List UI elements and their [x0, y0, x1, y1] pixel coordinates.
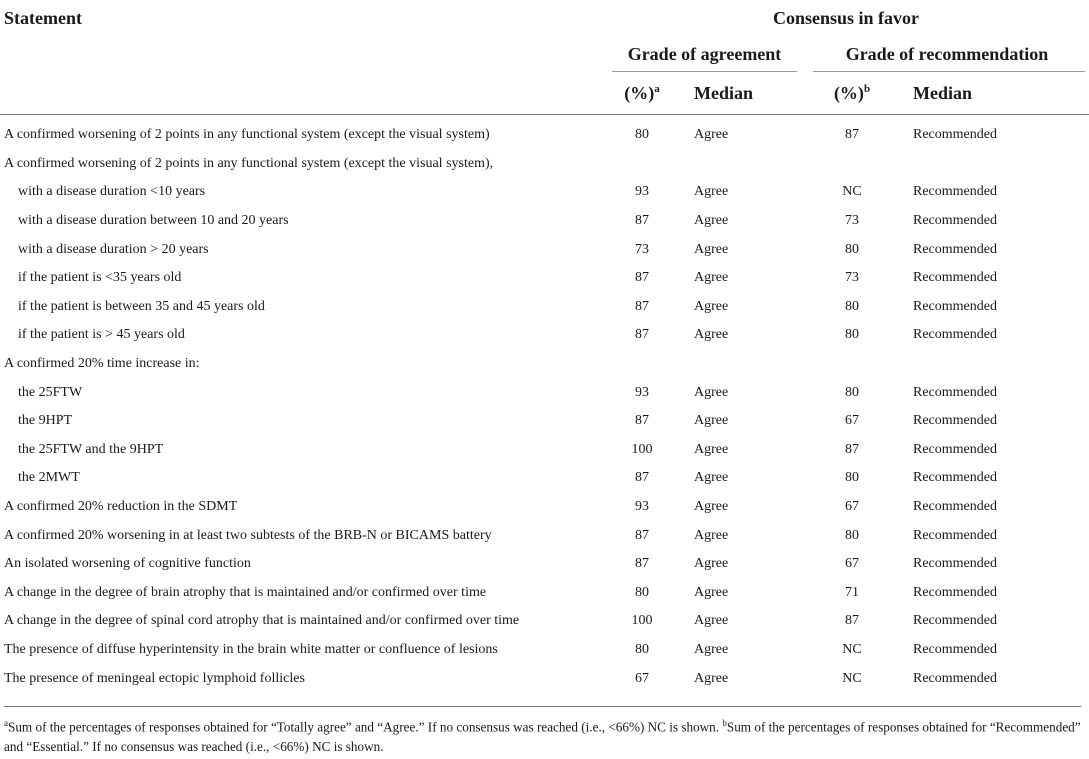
header-spacer [0, 36, 604, 72]
row-statement: the 25FTW and the 9HPT [18, 441, 164, 457]
row-rec-median: Recommended [913, 241, 997, 257]
row-rec-pct: NC [842, 184, 862, 200]
row-rec-pct: 80 [845, 527, 859, 543]
row-statement: A confirmed 20% time increase in: [4, 356, 200, 372]
row-rec-pct: 87 [845, 441, 859, 457]
row-agree-median: Agree [694, 499, 729, 515]
row-rec-median: Recommended [913, 441, 997, 457]
table-row [0, 493, 1089, 522]
row-rec-median: Recommended [913, 527, 997, 543]
row-rec-pct: 73 [845, 270, 859, 286]
table-row [0, 150, 1089, 179]
row-rec-pct: NC [842, 641, 862, 657]
table-row [0, 436, 1089, 465]
footnote-b-text: Sum of the percentages of responses obtained for “Recommended” and “Essential.” If no consensus was reached (i.e., <66%) NC is shown. [4, 719, 1081, 755]
table-row [0, 350, 1089, 379]
row-rec-median: Recommended [913, 556, 997, 572]
header-grade-recommendation: Grade of recommendation [805, 36, 1089, 72]
row-rec-median: Recommended [913, 327, 997, 343]
table-row [0, 378, 1089, 407]
row-rec-median: Recommended [913, 270, 997, 286]
row-agree-median: Agree [694, 556, 729, 572]
row-agree-median: Agree [694, 413, 729, 429]
row-rec-pct: 67 [845, 413, 859, 429]
table-row [0, 321, 1089, 350]
row-agree-pct: 87 [635, 298, 649, 314]
row-rec-pct: 87 [845, 127, 859, 143]
row-rec-median: Recommended [913, 184, 997, 200]
row-agree-pct: 87 [635, 413, 649, 429]
row-rec-pct: NC [842, 670, 862, 686]
row-statement: the 2MWT [18, 470, 80, 486]
row-statement: The presence of meningeal ectopic lymphoid follicles [4, 670, 305, 686]
row-rec-median: Recommended [913, 384, 997, 400]
table-row [0, 264, 1089, 293]
footnote-b-mark: b [722, 718, 727, 728]
row-agree-pct: 80 [635, 641, 649, 657]
table-row [0, 464, 1089, 493]
row-agree-median: Agree [694, 184, 729, 200]
row-rec-pct: 87 [845, 613, 859, 629]
row-rec-median [899, 350, 1089, 379]
row-agree-median: Agree [694, 641, 729, 657]
table-row [0, 293, 1089, 322]
row-statement: the 25FTW [18, 384, 83, 400]
row-agree-pct [604, 350, 680, 379]
footnotes [4, 706, 1081, 757]
row-statement: if the patient is > 45 years old [18, 327, 185, 343]
row-agree-pct: 87 [635, 327, 649, 343]
row-statement: A confirmed worsening of 2 points in any functional system (except the visual system), [4, 155, 494, 171]
header-rec-median: Median [913, 82, 973, 103]
table-row [0, 636, 1089, 665]
row-rec-pct: 73 [845, 213, 859, 229]
table-row [0, 607, 1089, 636]
footnote-ref-a: a [654, 82, 660, 95]
row-agree-median: Agree [694, 441, 729, 457]
row-agree-pct: 93 [635, 384, 649, 400]
table-row [0, 579, 1089, 608]
row-agree-pct: 67 [635, 670, 649, 686]
row-rec-pct [805, 350, 899, 379]
row-agree-pct: 73 [635, 241, 649, 257]
footnote-a-text: Sum of the percentages of responses obtained for “Totally agree” and “Agree.” If no consensus was reached (i.e., <66%) NC is shown. [8, 719, 720, 735]
row-agree-pct: 100 [631, 441, 653, 457]
row-rec-pct: 80 [845, 327, 859, 343]
row-rec-median: Recommended [913, 213, 997, 229]
row-agree-pct: 80 [635, 584, 649, 600]
row-agree-median: Agree [694, 670, 729, 686]
row-agree-median [680, 350, 805, 379]
row-agree-pct: 100 [631, 613, 653, 629]
row-rec-pct: 71 [845, 584, 859, 600]
table-row [0, 178, 1089, 207]
header-rec-pct: (%)$^b$ [833, 82, 871, 103]
row-statement: if the patient is between 35 and 45 years old [18, 298, 265, 314]
row-agree-median: Agree [694, 213, 729, 229]
row-agree-median: Agree [694, 127, 729, 143]
row-statement: with a disease duration <10 years [18, 184, 206, 200]
row-statement: A change in the degree of brain atrophy that is maintained and/or confirmed over time [4, 584, 487, 600]
row-agree-pct: 87 [635, 470, 649, 486]
row-rec-median: Recommended [913, 613, 997, 629]
row-rec-median: Recommended [913, 670, 997, 686]
row-agree-median: Agree [694, 613, 729, 629]
row-agree-pct [604, 150, 680, 179]
table-row [0, 407, 1089, 436]
row-statement: with a disease duration between 10 and 20 years [18, 213, 289, 229]
row-agree-median: Agree [694, 470, 729, 486]
header-agree-pct: (%)$^a$ [624, 82, 660, 103]
row-rec-pct: 67 [845, 556, 859, 572]
header-spacer-2 [0, 72, 604, 115]
row-rec-median: Recommended [913, 298, 997, 314]
row-rec-pct: 80 [845, 470, 859, 486]
table-row [0, 115, 1089, 150]
header-statement: Statement [4, 7, 82, 28]
row-agree-pct: 87 [635, 556, 649, 572]
row-agree-median: Agree [694, 270, 729, 286]
row-statement: A change in the degree of spinal cord atrophy that is maintained and/or confirmed over time [4, 613, 520, 629]
row-agree-pct: 87 [635, 270, 649, 286]
row-rec-median: Recommended [913, 641, 997, 657]
row-rec-pct [805, 150, 899, 179]
table-row [0, 207, 1089, 236]
row-statement: A confirmed 20% worsening in at least two subtests of the BRB-N or BICAMS battery [4, 527, 492, 543]
row-rec-pct: 80 [845, 384, 859, 400]
row-agree-median: Agree [694, 298, 729, 314]
footnote-ref-b: b [863, 82, 871, 95]
row-agree-median: Agree [694, 527, 729, 543]
row-statement: A confirmed 20% reduction in the SDMT [4, 499, 238, 515]
table-row [0, 235, 1089, 264]
header-agree-median: Median [694, 82, 754, 103]
header-grade-agreement: Grade of agreement [604, 36, 805, 72]
row-rec-pct: 67 [845, 499, 859, 515]
row-agree-pct: 93 [635, 499, 649, 515]
row-rec-median [899, 150, 1089, 179]
row-statement: if the patient is <35 years old [18, 270, 182, 286]
footnote-a-mark: a [4, 718, 8, 728]
row-agree-median: Agree [694, 384, 729, 400]
row-rec-median: Recommended [913, 470, 997, 486]
table-row [0, 550, 1089, 579]
row-statement: with a disease duration > 20 years [18, 241, 209, 257]
row-agree-median: Agree [694, 327, 729, 343]
row-rec-pct: 80 [845, 298, 859, 314]
row-agree-median [680, 150, 805, 179]
row-agree-pct: 93 [635, 184, 649, 200]
row-statement: the 9HPT [18, 413, 73, 429]
row-rec-median: Recommended [913, 499, 997, 515]
row-agree-median: Agree [694, 584, 729, 600]
row-agree-pct: 87 [635, 527, 649, 543]
row-agree-pct: 87 [635, 213, 649, 229]
row-rec-median: Recommended [913, 584, 997, 600]
row-statement: An isolated worsening of cognitive function [4, 556, 251, 572]
row-rec-median: Recommended [913, 413, 997, 429]
header-consensus: Consensus in favor [773, 7, 920, 28]
table-row [0, 664, 1089, 693]
row-rec-pct: 80 [845, 241, 859, 257]
row-agree-pct: 80 [635, 127, 649, 143]
table-body [0, 115, 1089, 693]
row-statement: The presence of diffuse hyperintensity in the brain white matter or confluence of lesions [4, 641, 498, 657]
row-rec-median: Recommended [913, 127, 997, 143]
table-row [0, 521, 1089, 550]
row-agree-median: Agree [694, 241, 729, 257]
row-statement: A confirmed worsening of 2 points in any functional system (except the visual system) [4, 127, 490, 143]
